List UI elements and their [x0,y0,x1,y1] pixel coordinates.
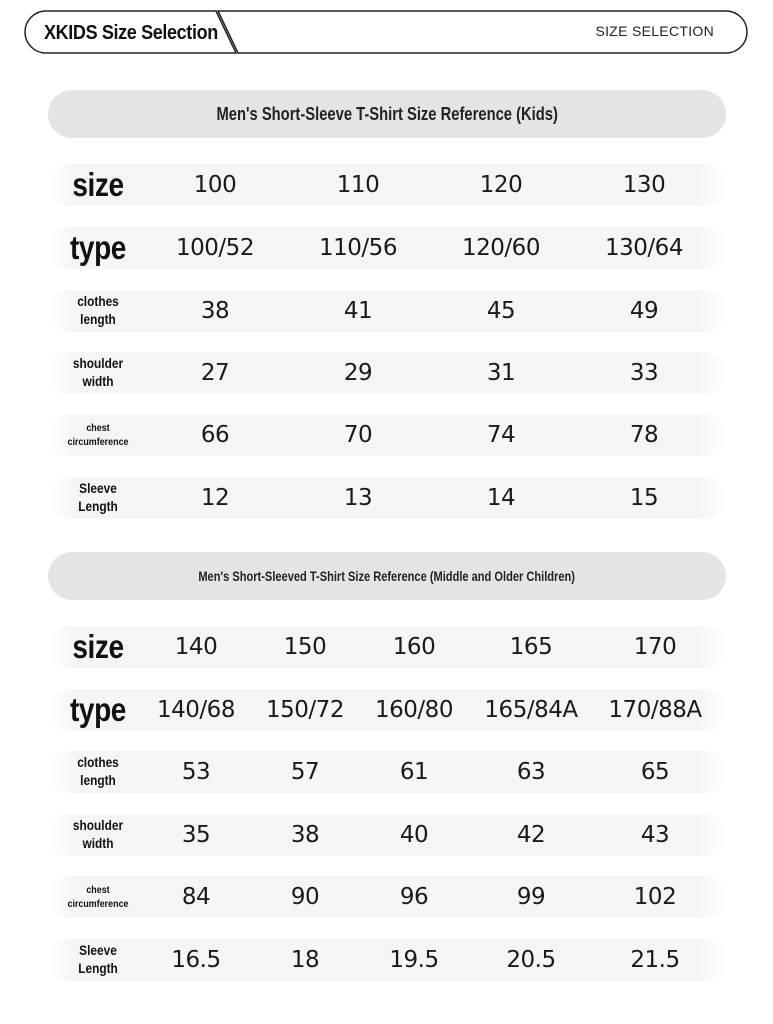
table-cell: 27 [200,360,230,386]
table-cell: 170 [633,634,677,660]
table-cell: 150 [283,634,327,660]
table-row-sleeve-length [48,939,726,981]
table-cell: 66 [200,422,230,448]
table-cell: 99 [516,884,546,910]
table-cell: 41 [343,298,373,324]
table-cell: 110/56 [319,235,397,261]
table-row-sleeve-length [48,477,726,519]
table-cell: 14 [486,485,516,511]
table-row-size [48,164,726,206]
table-cell: 15 [629,485,659,511]
table-cell: 40 [399,822,429,848]
table-cell: 18 [290,947,320,973]
table-cell: 43 [640,822,670,848]
table-cell: 61 [399,759,429,785]
table-cell: 38 [290,822,320,848]
table-cell: 29 [343,360,373,386]
table-cell: 74 [486,422,516,448]
row-label-size: size [72,165,124,203]
table-row-clothes-length [48,290,726,332]
table-2-title-banner [48,552,726,600]
table-cell: 120/60 [462,235,540,261]
table-cell: 45 [486,298,516,324]
table-cell: 165/84A [484,697,578,723]
section-label: SIZE SELECTION [595,23,714,39]
table-2-title: Men's Short-Sleeved T-Shirt Size Reference (Middle and Older Children) [198,568,576,584]
table-cell: 140/68 [157,697,235,723]
table-row-type [48,227,726,269]
row-label-sleeve-length: Sleeve Length [78,942,118,976]
table-cell: 13 [343,485,373,511]
table-cell: 38 [200,298,230,324]
table-cell: 78 [629,422,659,448]
table-cell: 165 [509,634,553,660]
row-label-type: type [70,228,126,266]
table-cell: 130/64 [605,235,683,261]
row-label-size: size [72,627,124,665]
table-row-shoulder-width [48,352,726,394]
table-cell: 42 [516,822,546,848]
row-label-sleeve-length: Sleeve Length [78,480,118,514]
table-cell: 53 [181,759,211,785]
table-cell: 65 [640,759,670,785]
row-label-shoulder-width: shoulder width [72,355,124,389]
table-cell: 96 [399,884,429,910]
table-cell: 90 [290,884,320,910]
table-cell: 70 [343,422,373,448]
table-cell: 19.5 [389,947,439,973]
row-label-chest-circumference: chest circumference [67,421,129,448]
table-1-title: Men's Short-Sleeve T-Shirt Size Reference (Kids) [216,103,558,124]
table-cell: 110 [336,172,380,198]
table-cell: 160 [392,634,436,660]
table-cell: 31 [486,360,516,386]
table-cell: 63 [516,759,546,785]
table-cell: 170/88A [608,697,702,723]
table-row-chest-circumference [48,876,726,918]
table-cell: 120 [479,172,523,198]
table-row-shoulder-width [48,814,726,856]
table-row-chest-circumference [48,414,726,456]
row-label-clothes-length: clothes length [77,754,119,788]
brand-title: XKIDS Size Selection [44,22,218,44]
table-cell: 102 [633,884,677,910]
table-cell: 33 [629,360,659,386]
table-cell: 21.5 [630,947,680,973]
row-label-chest-circumference: chest circumference [67,883,129,910]
table-cell: 150/72 [266,697,344,723]
row-label-shoulder-width: shoulder width [72,817,124,851]
table-cell: 49 [629,298,659,324]
row-label-clothes-length: clothes length [77,293,119,327]
table-row-size [48,626,726,668]
table-cell: 35 [181,822,211,848]
table-row-clothes-length [48,751,726,793]
table-row-type [48,689,726,731]
table-cell: 84 [181,884,211,910]
row-label-type: type [70,690,126,728]
table-cell: 12 [200,485,230,511]
table-cell: 16.5 [171,947,221,973]
table-cell: 130 [622,172,666,198]
table-cell: 160/80 [375,697,453,723]
header-tabs [24,10,748,54]
table-cell: 100 [193,172,237,198]
table-cell: 57 [290,759,320,785]
table-cell: 20.5 [506,947,556,973]
table-1-title-banner [48,90,726,138]
table-cell: 140 [174,634,218,660]
table-cell: 100/52 [176,235,254,261]
